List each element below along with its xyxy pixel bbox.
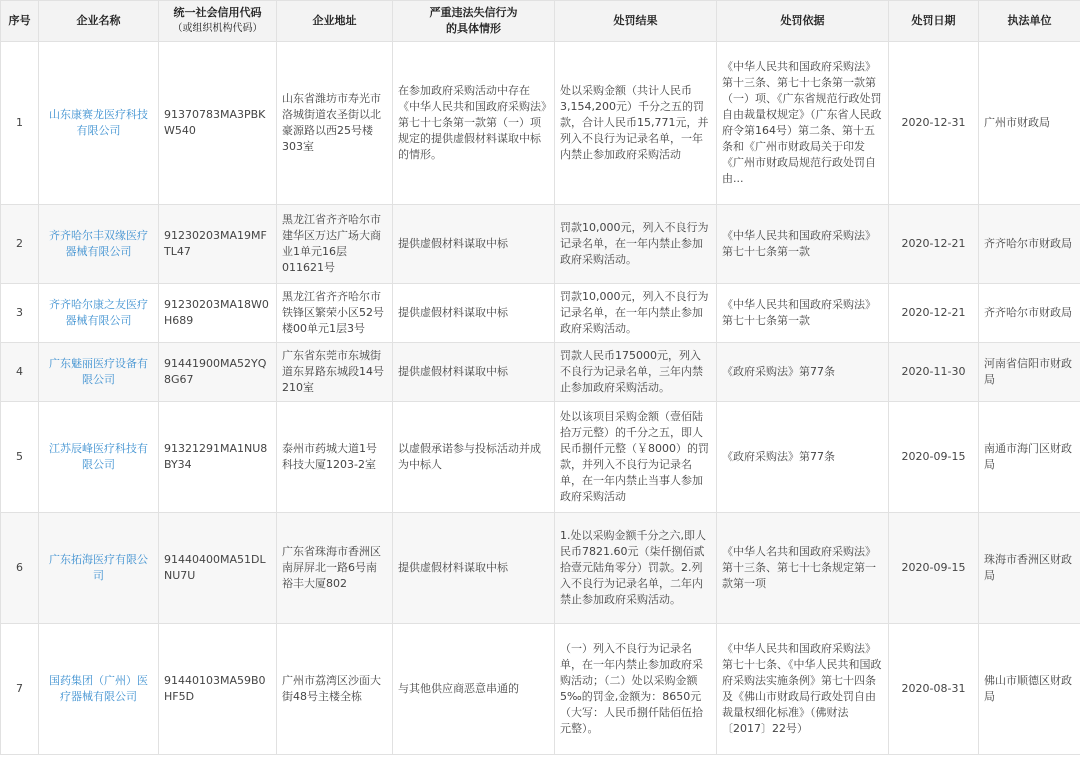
cell-unit: 佛山市顺德区财政局	[979, 624, 1080, 755]
header-result: 处罚结果	[555, 1, 717, 42]
cell-unit: 南通市海门区财政局	[979, 402, 1080, 513]
cell-no: 4	[1, 343, 39, 402]
cell-violation: 在参加政府采购活动中存在《中华人民共和国政府采购法》第七十七条第一款第（一）项规定的提供虚假材料谋取中标的情形。	[393, 42, 555, 205]
header-code-sub: （或组织机构代码）	[172, 23, 263, 34]
cell-address: 广州市荔湾区沙面大街48号主楼全栋	[277, 624, 393, 755]
cell-violation: 提供虚假材料谋取中标	[393, 513, 555, 624]
cell-credit-code: 91370783MA3PBKW540	[159, 42, 277, 205]
cell-date: 2020-12-31	[889, 42, 979, 205]
cell-basis: 《中华人民共和国政府采购法》第七十七条第一款	[717, 205, 889, 284]
cell-unit: 珠海市香洲区财政局	[979, 513, 1080, 624]
table-header-row	[1, 1, 1080, 42]
cell-address: 黑龙江省齐齐哈尔市铁锋区繁荣小区52号楼00单元1层3号	[277, 284, 393, 343]
cell-company-name[interactable]: 广东拓海医疗有限公司	[39, 513, 159, 624]
cell-company-name[interactable]: 广东魅丽医疗设备有限公司	[39, 343, 159, 402]
cell-violation: 以虚假承诺参与投标活动并成为中标人	[393, 402, 555, 513]
cell-address: 广东省珠海市香洲区南屏屏北一路6号南裕丰大厦802	[277, 513, 393, 624]
header-code	[159, 1, 277, 42]
cell-no: 3	[1, 284, 39, 343]
cell-credit-code: 91230203MA19MFTL47	[159, 205, 277, 284]
cell-company-name[interactable]: 齐齐哈尔康之友医疗器械有限公司	[39, 284, 159, 343]
cell-basis: 《政府采购法》第77条	[717, 343, 889, 402]
table-row	[1, 42, 1080, 205]
header-unit: 执法单位	[979, 1, 1080, 42]
cell-credit-code: 91230203MA18W0H689	[159, 284, 277, 343]
cell-date: 2020-08-31	[889, 624, 979, 755]
cell-credit-code: 91321291MA1NU8BY34	[159, 402, 277, 513]
cell-address: 泰州市药城大道1号科技大厦1203-2室	[277, 402, 393, 513]
cell-company-name[interactable]: 江苏辰峰医疗科技有限公司	[39, 402, 159, 513]
cell-basis: 《中华人民共和国政府采购法》第十三条、第七十七条第一款第（一）项、《广东省规范行政处罚自由裁量权规定》（广东省人民政府令第164号）第二条、第十五条和《广州市财政局关于印发《广州市财政局规范行政处罚自由...	[717, 42, 889, 205]
cell-credit-code: 91440103MA59B0HF5D	[159, 624, 277, 755]
cell-address: 黑龙江省齐齐哈尔市建华区万达广场大商业1单元16层011621号	[277, 205, 393, 284]
cell-date: 2020-12-21	[889, 284, 979, 343]
cell-result: 处以该项目采购金额（壹佰陆拾万元整）的千分之五，即人民币捌仟元整（￥8000）的罚款，并列入不良行为记录名单，在一年内禁止当事人参加政府采购活动	[555, 402, 717, 513]
cell-result: 1.处以采购金额千分之六,即人民币7821.60元（柒仟捌佰贰拾壹元陆角零分）罚款。2.列入不良行为记录名单，二年内禁止参加政府采购活动。	[555, 513, 717, 624]
header-address: 企业地址	[277, 1, 393, 42]
cell-company-name[interactable]: 齐齐哈尔丰双缘医疗器械有限公司	[39, 205, 159, 284]
table-row	[1, 513, 1080, 624]
cell-date: 2020-11-30	[889, 343, 979, 402]
header-no: 序号	[1, 1, 39, 42]
cell-company-name[interactable]: 山东康赛龙医疗科技有限公司	[39, 42, 159, 205]
cell-address: 广东省东莞市东城街道东昇路东城段14号210室	[277, 343, 393, 402]
cell-violation: 提供虚假材料谋取中标	[393, 343, 555, 402]
header-name: 企业名称	[39, 1, 159, 42]
cell-result: （一）列入不良行为记录名单，在一年内禁止参加政府采购活动；（二）处以采购金额5‰的罚金,金额为：8650元（大写：人民币捌仟陆佰伍拾元整）。	[555, 624, 717, 755]
cell-violation: 提供虚假材料谋取中标	[393, 205, 555, 284]
cell-result: 罚款10,000元，列入不良行为记录名单，在一年内禁止参加政府采购活动。	[555, 205, 717, 284]
cell-basis: 《中华人民共和国政府采购法》第七十七条第一款	[717, 284, 889, 343]
cell-date: 2020-09-15	[889, 402, 979, 513]
cell-credit-code: 91441900MA52YQ8G67	[159, 343, 277, 402]
table-row	[1, 205, 1080, 284]
header-violation	[393, 1, 555, 42]
cell-unit: 广州市财政局	[979, 42, 1080, 205]
header-violation-sub: 的具体情形	[446, 22, 501, 35]
cell-no: 2	[1, 205, 39, 284]
cell-no: 7	[1, 624, 39, 755]
cell-basis: 《中华人名共和国政府采购法》第十三条、第七十七条规定第一款第一项	[717, 513, 889, 624]
cell-result: 罚款人民币175000元，列入不良行为记录名单，三年内禁止参加政府采购活动。	[555, 343, 717, 402]
cell-result: 罚款10,000元，列入不良行为记录名单，在一年内禁止参加政府采购活动。	[555, 284, 717, 343]
cell-no: 6	[1, 513, 39, 624]
cell-address: 山东省潍坊市寿光市洛城街道农圣街以北豪源路以西25号楼303室	[277, 42, 393, 205]
cell-date: 2020-09-15	[889, 513, 979, 624]
cell-result: 处以采购金额（共计人民币3,154,200元）千分之五的罚款，合计人民币15,771元，并列入不良行为记录名单，一年内禁止参加政府采购活动	[555, 42, 717, 205]
cell-unit: 齐齐哈尔市财政局	[979, 284, 1080, 343]
cell-credit-code: 91440400MA51DLNU7U	[159, 513, 277, 624]
header-violation-main: 严重违法失信行为	[429, 6, 518, 19]
cell-no: 1	[1, 42, 39, 205]
cell-violation: 与其他供应商恶意串通的	[393, 624, 555, 755]
cell-basis: 《中华人民共和国政府采购法》第七十七条、《中华人民共和国政府采购法实施条例》第七十四条及《佛山市财政局行政处罚自由裁量权细化标准》（佛财法〔2017〕22号）	[717, 624, 889, 755]
table-row	[1, 343, 1080, 402]
cell-violation: 提供虚假材料谋取中标	[393, 284, 555, 343]
cell-date: 2020-12-21	[889, 205, 979, 284]
table-row	[1, 624, 1080, 755]
cell-basis: 《政府采购法》第77条	[717, 402, 889, 513]
cell-no: 5	[1, 402, 39, 513]
cell-unit: 齐齐哈尔市财政局	[979, 205, 1080, 284]
table-row	[1, 402, 1080, 513]
header-code-main: 统一社会信用代码	[173, 6, 262, 19]
header-date: 处罚日期	[889, 1, 979, 42]
table-row	[1, 284, 1080, 343]
cell-unit: 河南省信阳市财政局	[979, 343, 1080, 402]
header-basis: 处罚依据	[717, 1, 889, 42]
cell-company-name[interactable]: 国药集团（广州）医疗器械有限公司	[39, 624, 159, 755]
